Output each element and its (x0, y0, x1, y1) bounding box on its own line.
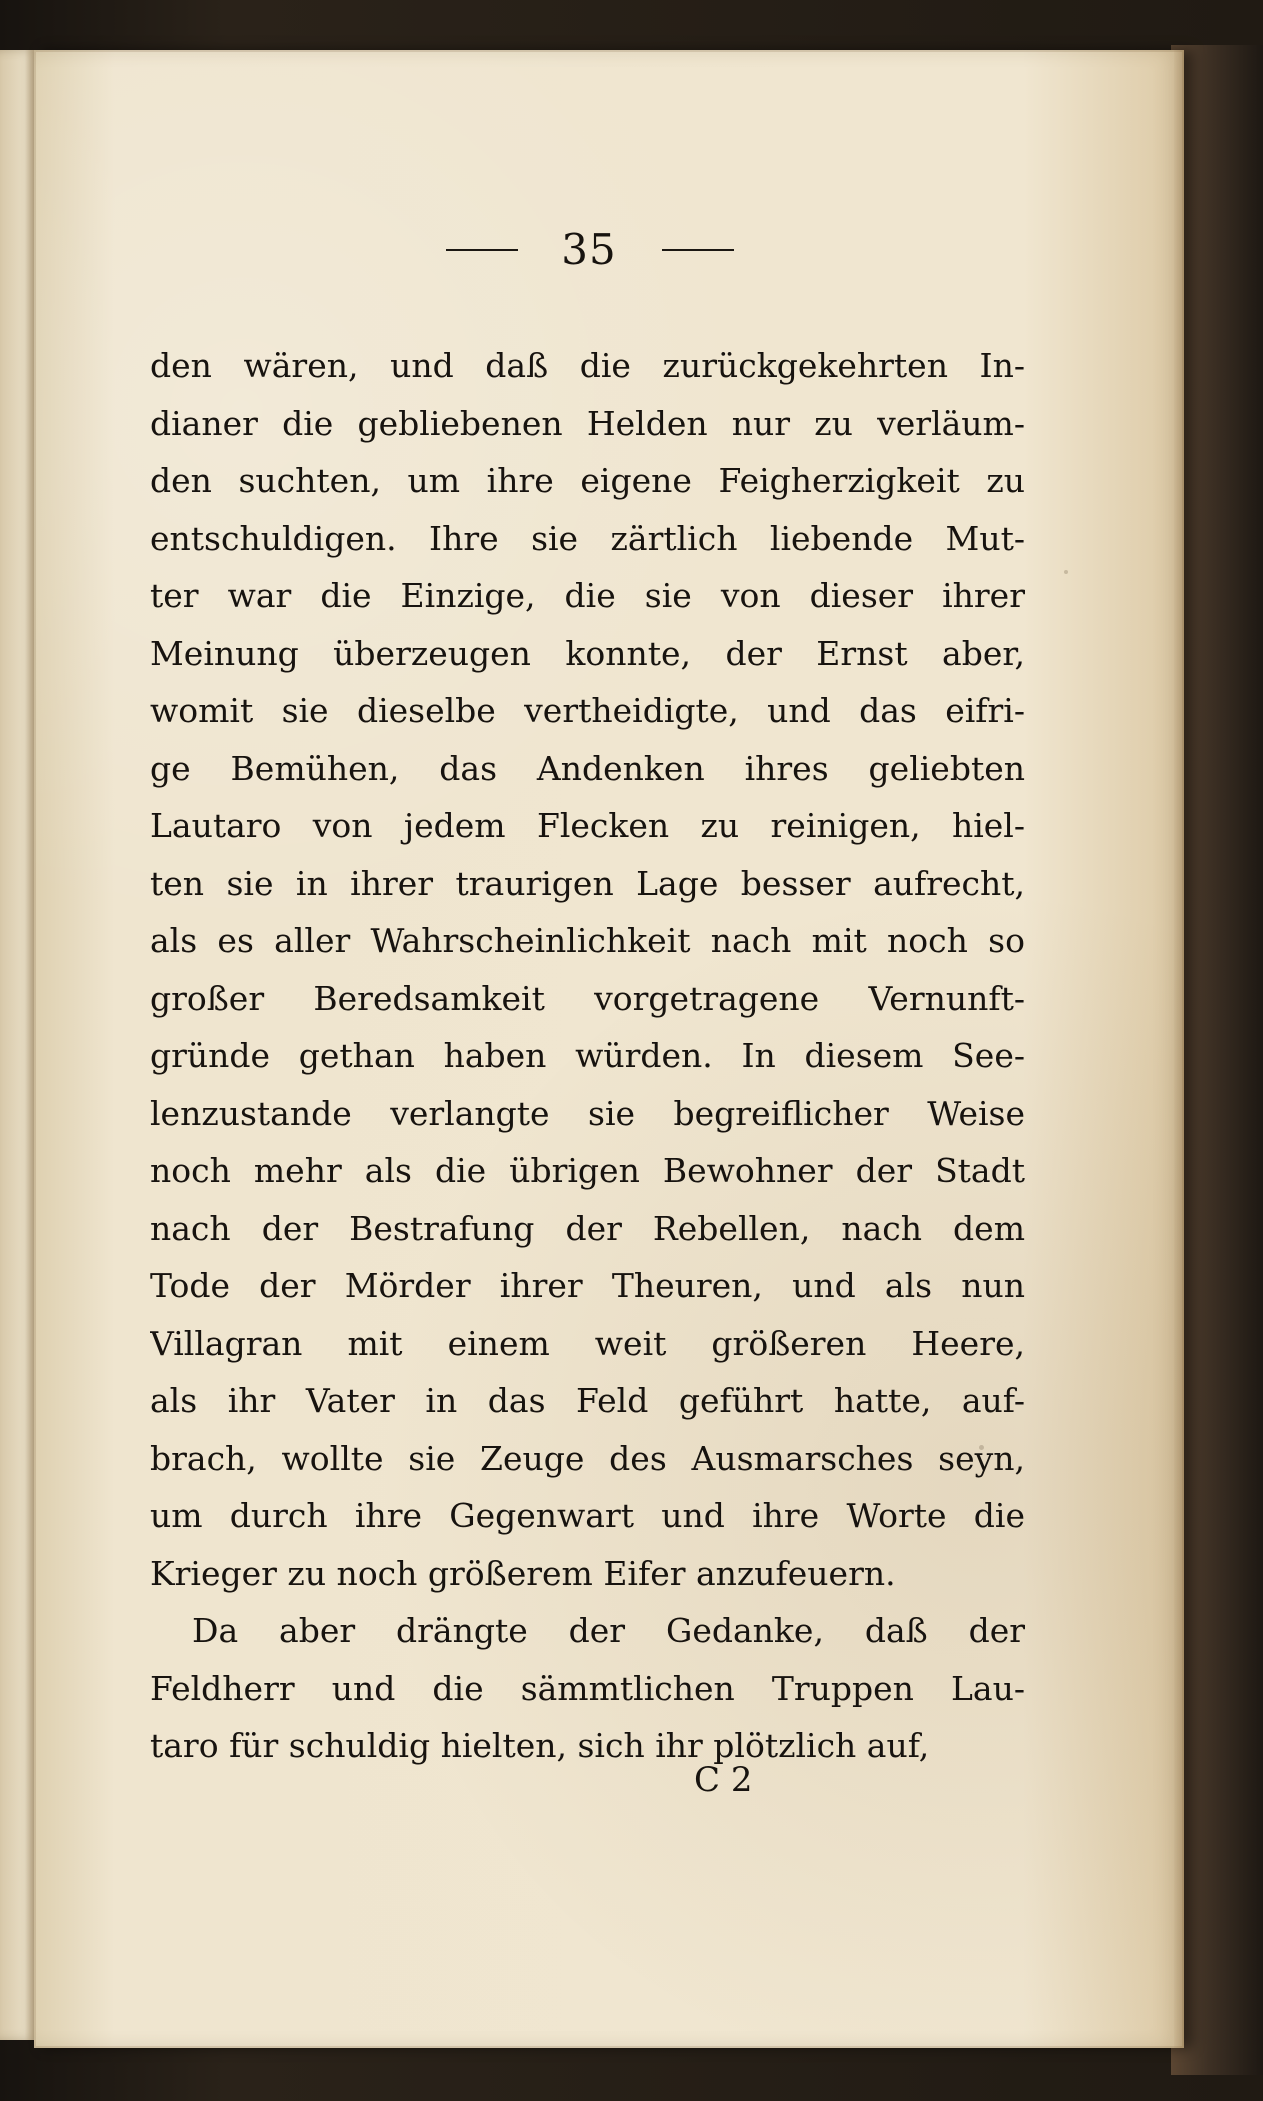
text-line: den wären, und daß die zurückgekehrten In- (150, 346, 1025, 385)
text-line: Tode der Mörder ihrer Theuren, und als nun (150, 1266, 1025, 1305)
text-line: ten sie in ihrer traurigen Lage besser aufrecht, (150, 863, 1025, 903)
book-cover-edge (1171, 45, 1263, 2075)
text-line: taro für schuldig hielten, sich ihr plötzlich auf, (150, 1726, 930, 1765)
header-dash-left (446, 249, 518, 251)
text-line: brach, wollte sie Zeuge des Ausmarsches seyn, (150, 1438, 1025, 1478)
text-line: ge Bemühen, das Andenken ihres geliebten (150, 748, 1025, 788)
page-shadow-edge (1174, 50, 1184, 2048)
text-line: Feldherr und die sämmtlichen Truppen Lau- (150, 1668, 1025, 1708)
text-line: Lautaro von jedem Flecken zu reinigen, hiel- (150, 806, 1025, 845)
text-line: womit sie dieselbe vertheidigte, und das eifri- (150, 691, 1025, 730)
paper-speck (979, 1445, 984, 1450)
text-line: den suchten, um ihre eigene Feigherzigkeit zu (150, 461, 1025, 500)
page-text (150, 337, 1025, 1775)
text-line: ter war die Einzige, die sie von dieser ihrer (150, 576, 1025, 615)
book-page (34, 50, 1184, 2048)
paper-speck (1064, 570, 1068, 574)
header-dash-right (662, 249, 734, 251)
paper-speck (454, 755, 457, 758)
text-line: Meinung überzeugen konnte, der Ernst aber, (150, 633, 1025, 673)
text-line: dianer die gebliebenen Helden nur zu verläum- (150, 403, 1025, 443)
text-line: als es aller Wahrscheinlichkeit nach mit noch so (150, 921, 1025, 960)
paper-speck (644, 1050, 648, 1054)
text-line: noch mehr als die übrigen Bewohner der Stadt (150, 1151, 1025, 1190)
text-line: Villagran mit einem weit größeren Heere, (150, 1323, 1025, 1363)
text-line: als ihr Vater in das Feld geführt hatte, auf- (150, 1381, 1025, 1420)
signature-mark: C 2 (694, 1760, 753, 1800)
facing-page-edge (0, 50, 38, 2040)
text-line: nach der Bestrafung der Rebellen, nach dem (150, 1208, 1025, 1248)
text-line: Krieger zu noch größerem Eifer anzufeuern. (150, 1553, 896, 1593)
text-line: Da aber drängte der Gedanke, daß der (192, 1611, 1025, 1650)
page-number: 35 (561, 225, 617, 274)
page-header (34, 226, 1184, 274)
text-line: lenzustande verlangte sie begreiflicher Weise (150, 1093, 1025, 1133)
text-line: gründe gethan haben würden. In diesem See- (150, 1036, 1025, 1075)
text-line: entschuldigen. Ihre sie zärtlich liebende Mut- (150, 518, 1025, 558)
text-line: großer Beredsamkeit vorgetragene Vernunft- (150, 978, 1025, 1018)
text-line: um durch ihre Gegenwart und ihre Worte die (150, 1496, 1025, 1535)
